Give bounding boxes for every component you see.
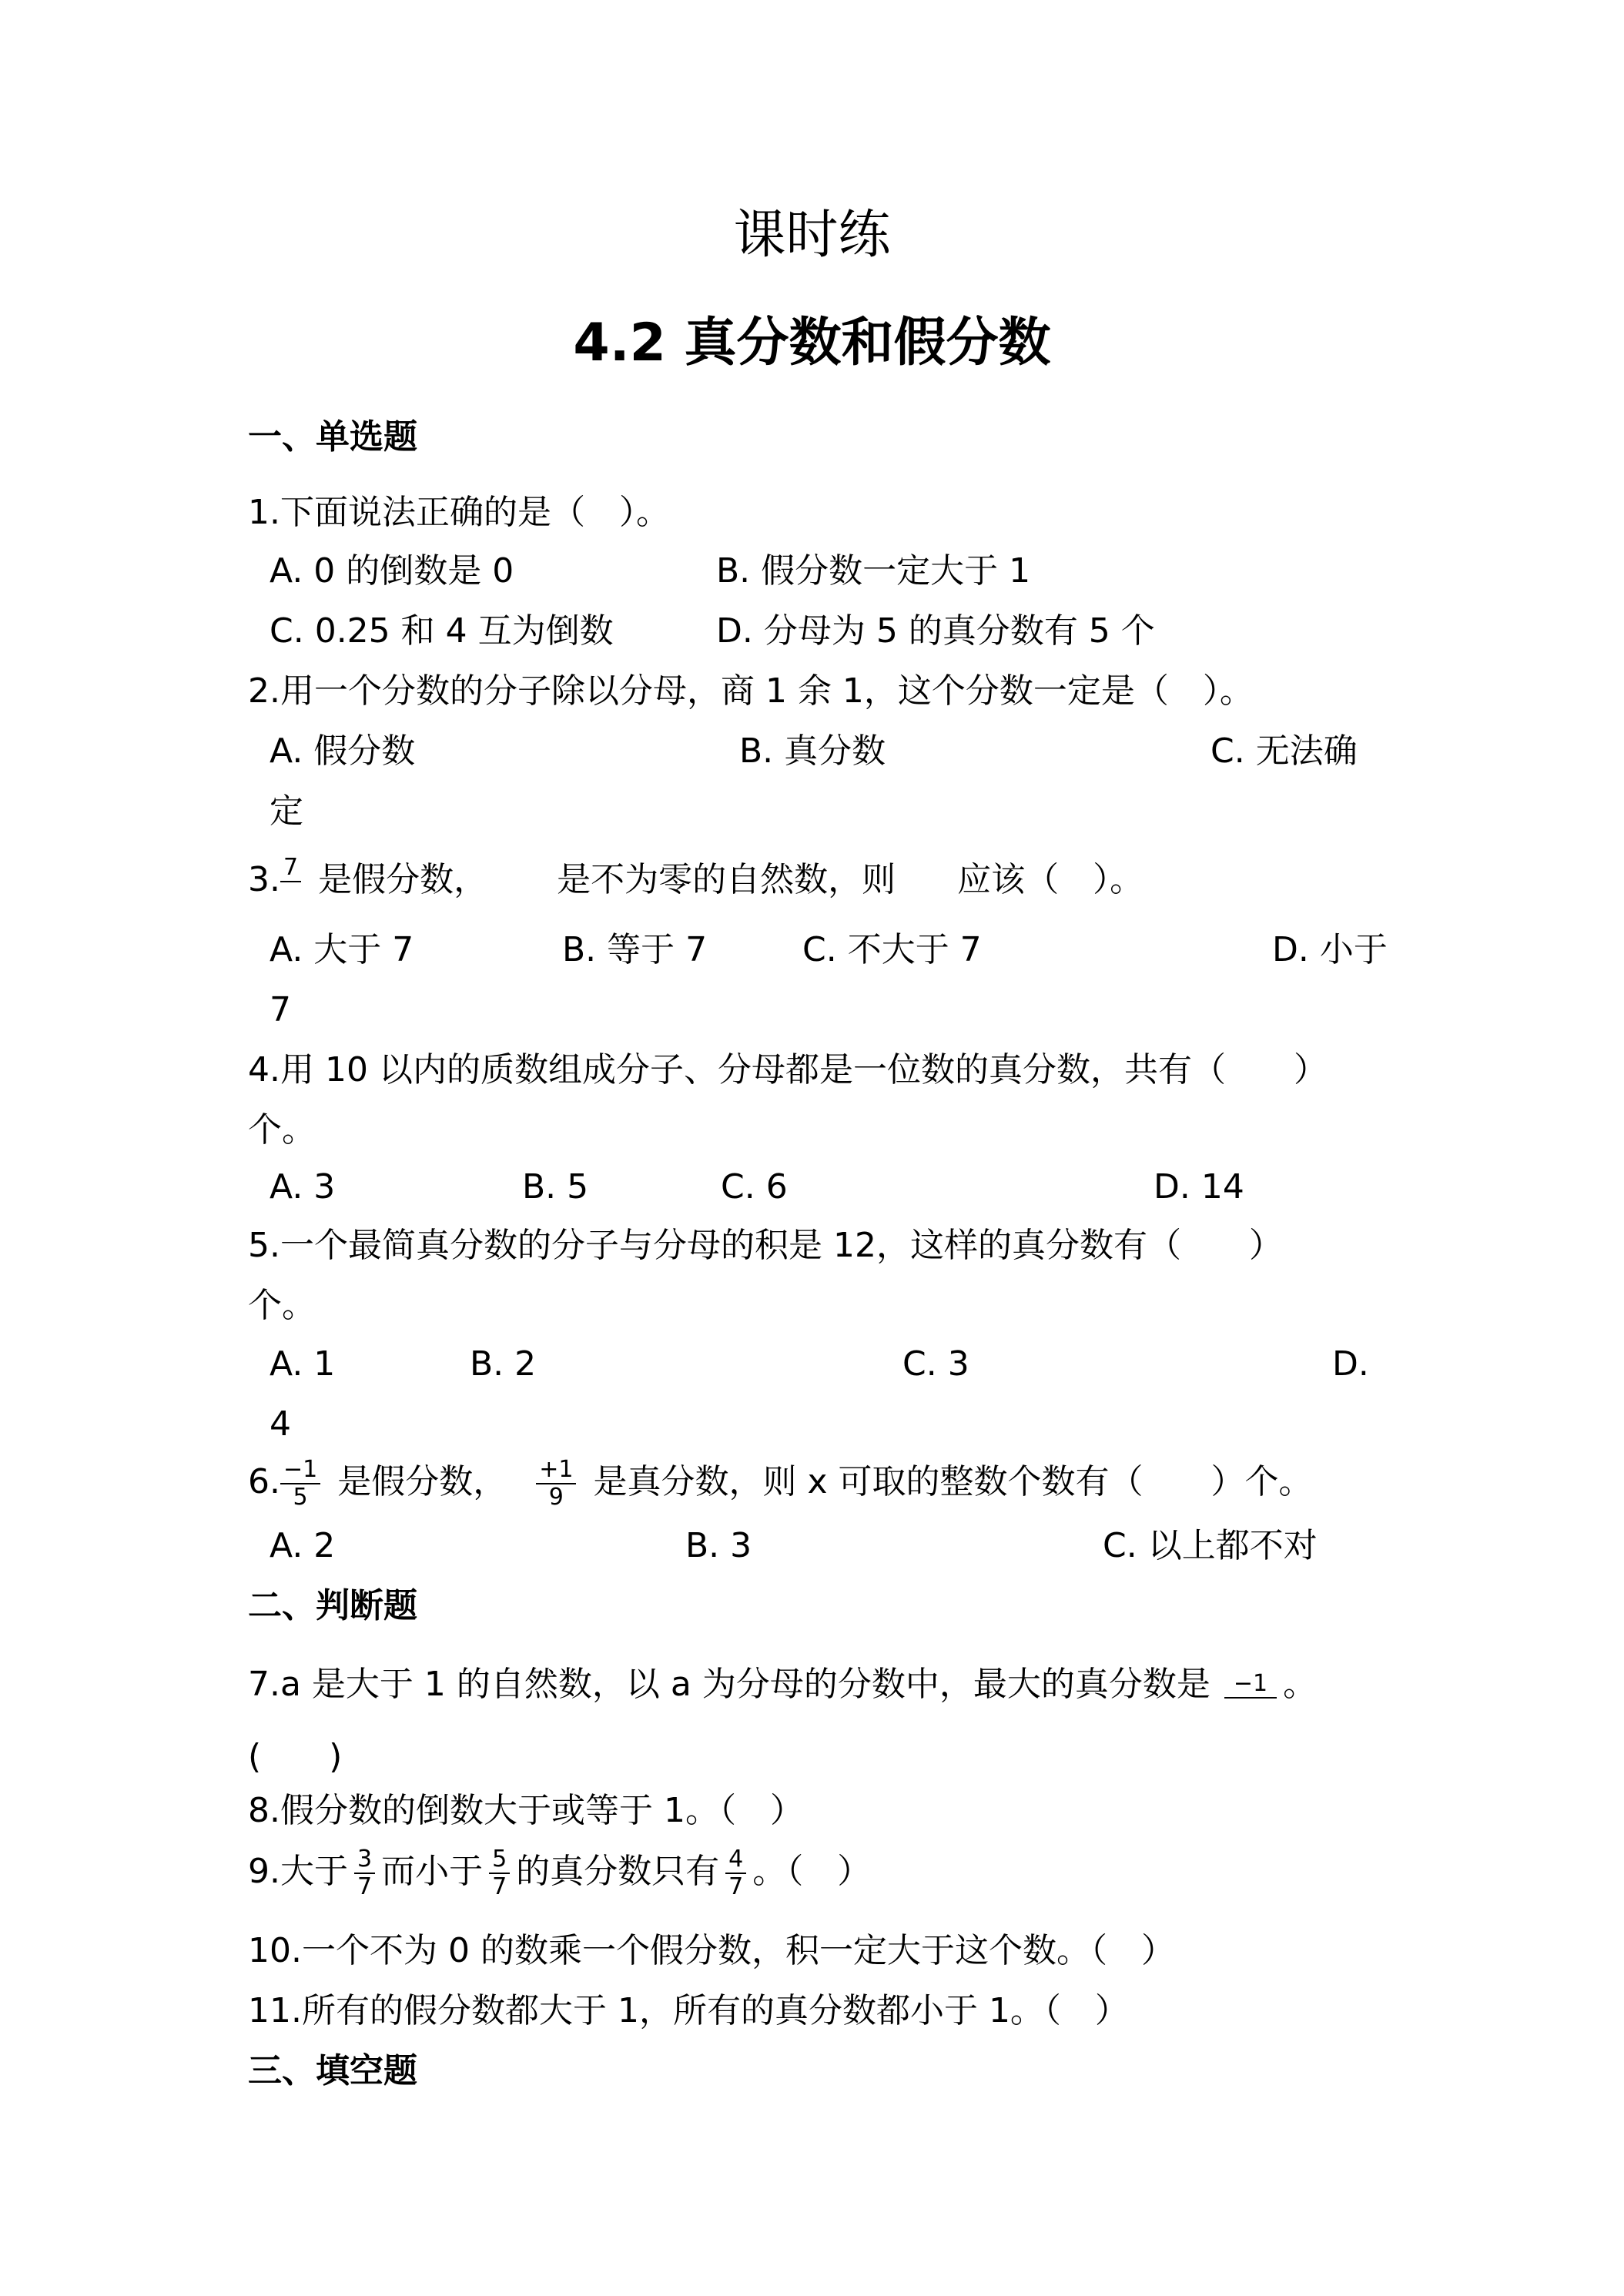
question-5-option-b: B. 2 [470,1344,537,1384]
question-6-text-2: 是真分数，则 x 可取的整数个数有（ ）个。 [593,1462,1313,1501]
fraction-numerator: −1 [280,1457,320,1484]
page-subtitle: 4.2 真分数和假分数 [573,313,1051,373]
question-3-text-2: 是不为零的自然数，则 [557,860,896,899]
question-3-option-c: C. 不大于 7 [802,930,982,969]
question-4-option-a: A. 3 [270,1167,336,1207]
question-9-text-2: 而小于 [381,1852,484,1891]
question-1-option-a: A. 0 的倒数是 0 [270,551,514,591]
fraction-numerator: −1 [1224,1671,1277,1699]
question-2-option-a: A. 假分数 [270,731,416,771]
section-heading-true-false: 二、判断题 [248,1586,417,1625]
question-8-stem: 8.假分数的倒数大于或等于 1。（ ） [248,1791,804,1830]
question-7-fraction [1224,1671,1277,1725]
fraction-denominator: 7 [357,1873,373,1900]
question-5-option-a: A. 1 [270,1344,336,1384]
fraction-denominator [280,882,301,909]
question-6-option-b: B. 3 [685,1526,752,1565]
question-6-number: 6. [248,1462,280,1501]
question-3-option-d-wrap: 7 [270,990,291,1029]
question-5-option-c: C. 3 [902,1344,969,1384]
fraction-numerator: 5 [489,1846,510,1874]
question-9-stem [248,1846,871,1900]
fraction-numerator: +1 [536,1457,576,1484]
question-6-option-a: A. 2 [270,1526,336,1565]
question-4-option-c: C. 6 [721,1167,788,1207]
question-3-stem [248,855,1143,909]
question-1-option-d: D. 分母为 5 的真分数有 5 个 [716,611,1155,651]
question-1-option-b: B. 假分数一定大于 1 [716,551,1031,591]
fraction-numerator: 7 [280,855,301,882]
fraction-denominator: 9 [548,1484,564,1511]
question-6-option-c: C. 以上都不对 [1103,1526,1318,1565]
question-10-stem: 10.一个不为 0 的数乘一个假分数，积一定大于这个数。（ ） [248,1931,1175,1970]
question-6-text-1: 是假分数， [337,1462,507,1501]
question-11-stem: 11.所有的假分数都大于 1，所有的真分数都小于 1。（ ） [248,1991,1129,2030]
question-7-answer-paren: ( ) [248,1737,343,1776]
question-2-stem: 2.用一个分数的分子除以分母，商 1 余 1，这个分数一定是（ ）。 [248,671,1254,711]
question-3-text-1: 是假分数， [318,860,488,899]
question-2-option-c-wrap: 定 [270,792,303,831]
question-4-stem: 4.用 10 以内的质数组成分子、分母都是一位数的真分数，共有（ ） [248,1050,1328,1089]
question-9-fraction-1 [354,1846,375,1900]
fraction-numerator: 3 [354,1846,375,1874]
question-4-option-d: D. 14 [1154,1167,1244,1207]
question-3-option-d: D. 小于 [1272,930,1388,969]
question-7-end: 。 [1283,1665,1318,1704]
question-9-end: 。（ ） [752,1852,872,1891]
question-5-stem-wrap: 个。 [248,1286,316,1325]
question-3-number: 3. [248,860,280,899]
section-heading-fill-in: 三、填空题 [248,2051,417,2090]
page-title: 课时练 [733,205,891,266]
question-3-fraction [280,855,301,909]
question-5-stem: 5.一个最简真分数的分子与分母的积是 12，这样的真分数有（ ） [248,1226,1283,1265]
question-1-option-c: C. 0.25 和 4 互为倒数 [270,611,614,651]
question-6-fraction-2 [536,1457,576,1511]
fraction-numerator: 4 [725,1846,746,1874]
question-3-option-b: B. 等于 7 [562,930,708,969]
question-7-stem [248,1663,1317,1725]
question-5-option-d-wrap: 4 [270,1404,291,1444]
question-9-text-3: 的真分数只有 [516,1852,720,1891]
question-9-fraction-2 [489,1846,510,1900]
section-heading-single-choice: 一、单选题 [248,417,417,457]
question-5-option-d: D. [1332,1344,1369,1384]
question-3-option-a: A. 大于 7 [270,930,414,969]
question-4-stem-wrap: 个。 [248,1110,316,1150]
question-2-option-c: C. 无法确 [1210,731,1358,771]
question-9-fraction-3 [725,1846,746,1900]
fraction-denominator: 7 [492,1873,507,1900]
fraction-denominator: 7 [728,1873,744,1900]
question-1-stem: 1.下面说法正确的是（ ）。 [248,493,670,532]
question-6-stem [248,1457,1312,1511]
question-9-text-1: 9.大于 [248,1852,348,1891]
fraction-denominator: 5 [293,1484,308,1511]
question-4-option-b: B. 5 [522,1167,589,1207]
question-3-text-3: 应该（ ）。 [957,860,1144,899]
question-2-option-b: B. 真分数 [739,731,886,771]
question-6-fraction-1 [280,1457,320,1511]
question-7-text: 7.a 是大于 1 的自然数，以 a 为分母的分数中，最大的真分数是 [248,1665,1210,1704]
fraction-denominator [1224,1699,1277,1725]
